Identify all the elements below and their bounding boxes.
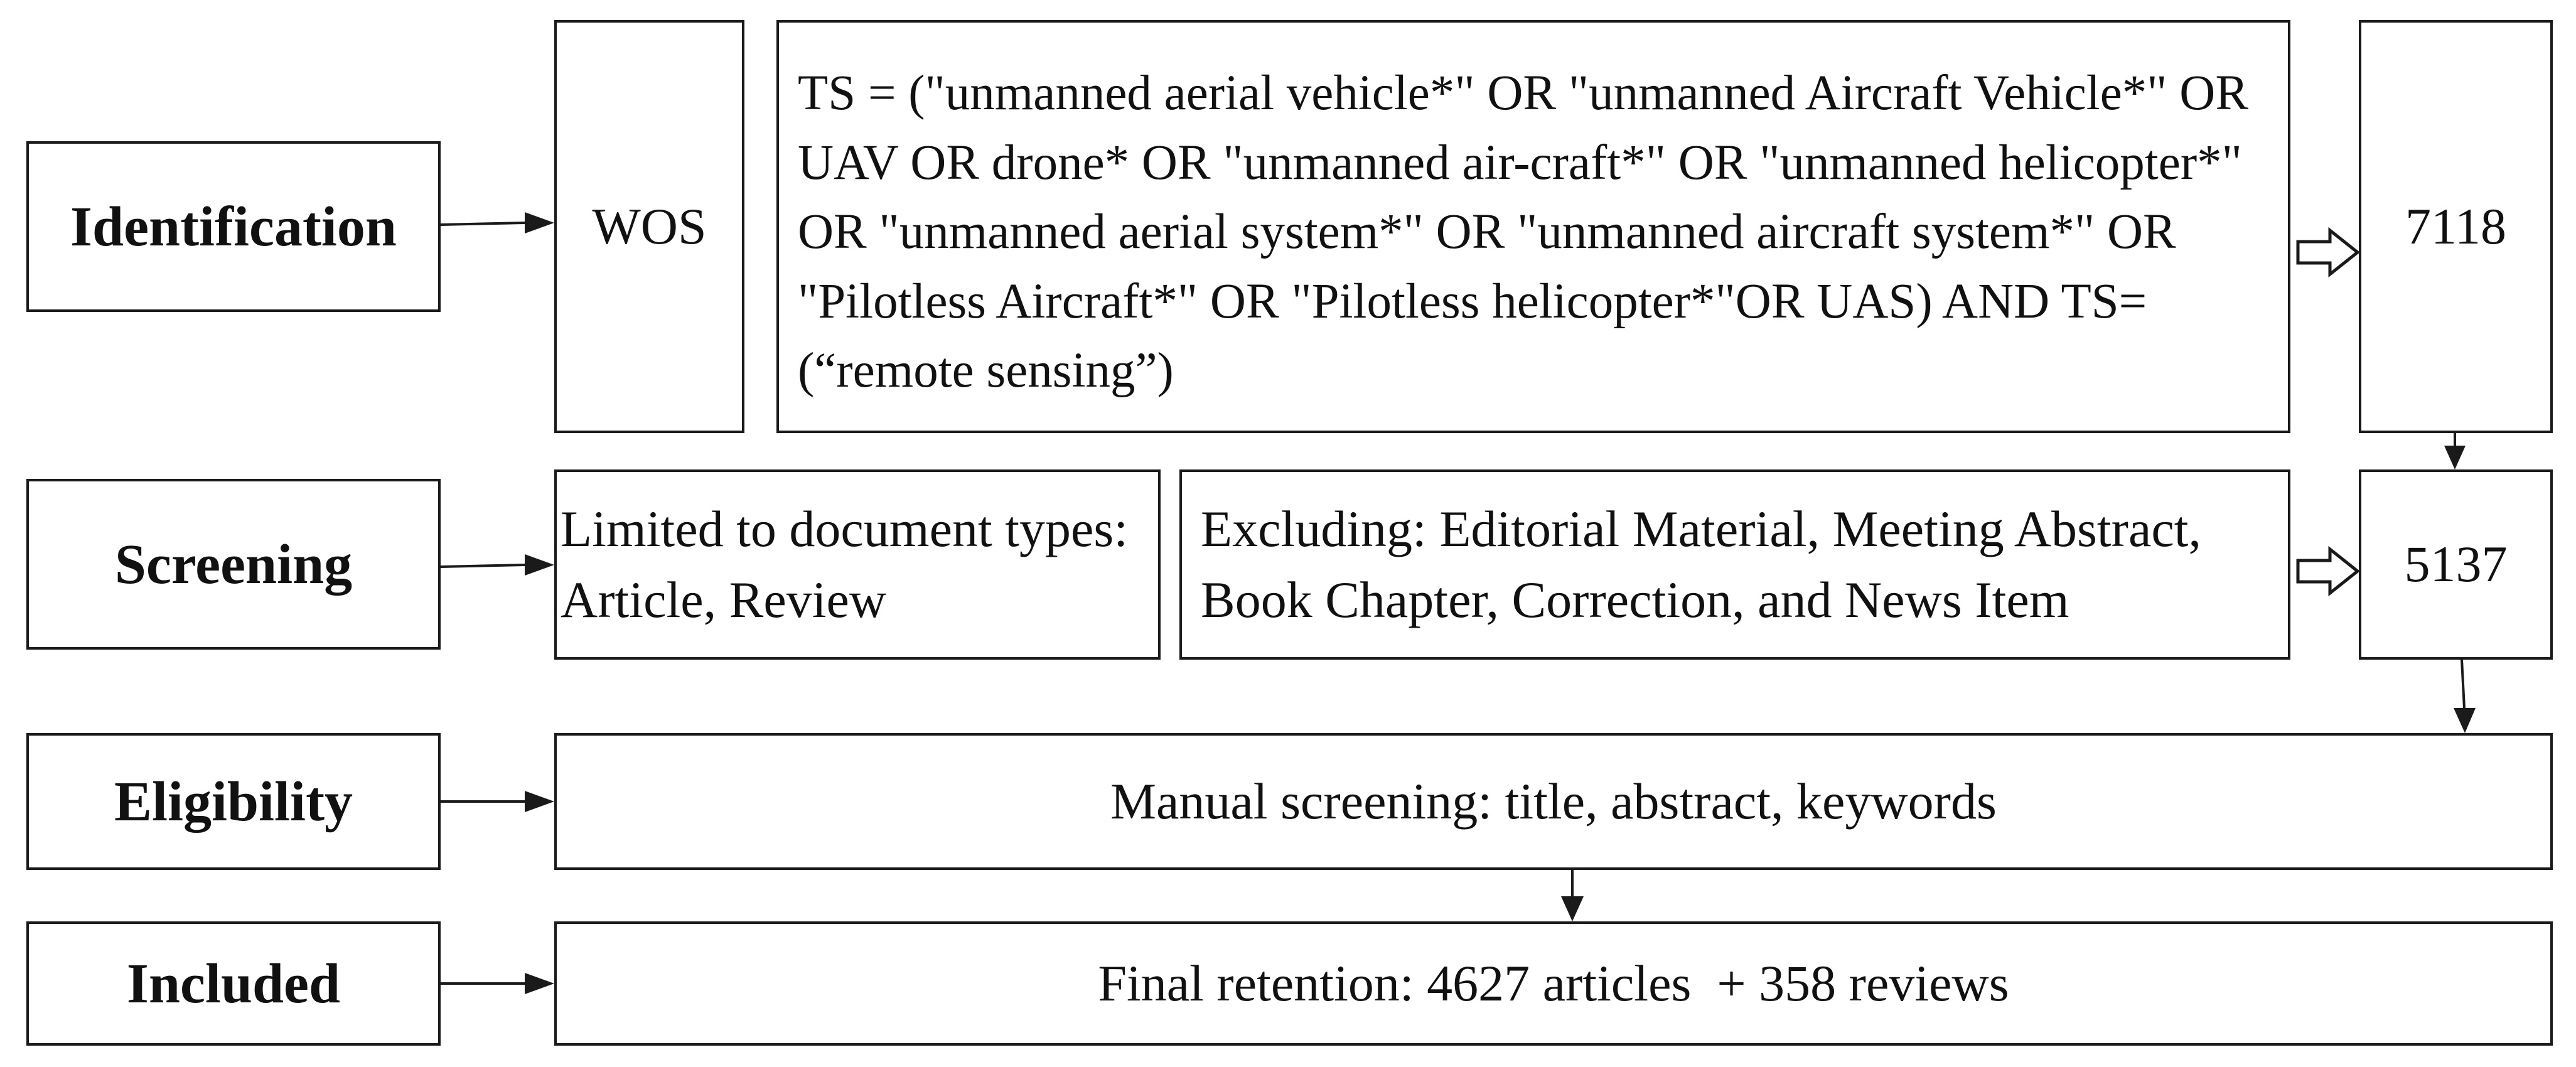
stage-eligibility-label: Eligibility: [114, 770, 353, 833]
arrow-eligibility-to-included: [1561, 870, 1584, 921]
hollow-arrow-to-5137: [2298, 549, 2358, 593]
search-query-text: TS = ("unmanned aerial vehicle*" OR "unmanned Aircraft Vehicle*" OR UAV OR drone* OR "unmanned air-craft*" OR "unmanned helicopter*" OR "unmanned aerial system*" OR "unmanned aircraft system*" OR "Pilotless Aircraft*" OR "Pilotless helicopter*"OR UAS) AND TS=(“remote sensing”): [798, 66, 2249, 399]
stage-included-label: Included: [126, 952, 341, 1015]
hollow-arrow-to-7118: [2298, 230, 2358, 274]
arrow-identification: [441, 212, 554, 233]
manual-screening-text: Manual screening: title, abstract, keywords: [1110, 772, 1997, 830]
exclusion-text: Excluding: Editorial Material, Meeting Abstract, Book Chapter, Correction, and News Item: [1201, 500, 2202, 628]
document-type-text: Limited to document types: Article, Review: [561, 500, 1129, 628]
arrow-included: [441, 973, 554, 994]
final-retention-text: Final retention: 4627 articles + 358 reviews: [1098, 954, 2009, 1012]
stage-identification-label: Identification: [70, 195, 397, 258]
stage-screening-label: Screening: [114, 533, 353, 596]
arrow-screening: [441, 554, 554, 576]
identification-count: 7118: [2405, 197, 2506, 255]
screening-count: 5137: [2404, 535, 2508, 593]
arrow-7118-to-5137: [2444, 433, 2466, 469]
database-label: WOS: [592, 197, 707, 255]
arrow-eligibility: [441, 791, 554, 812]
arrow-5137-to-eligibility: [2454, 660, 2476, 733]
